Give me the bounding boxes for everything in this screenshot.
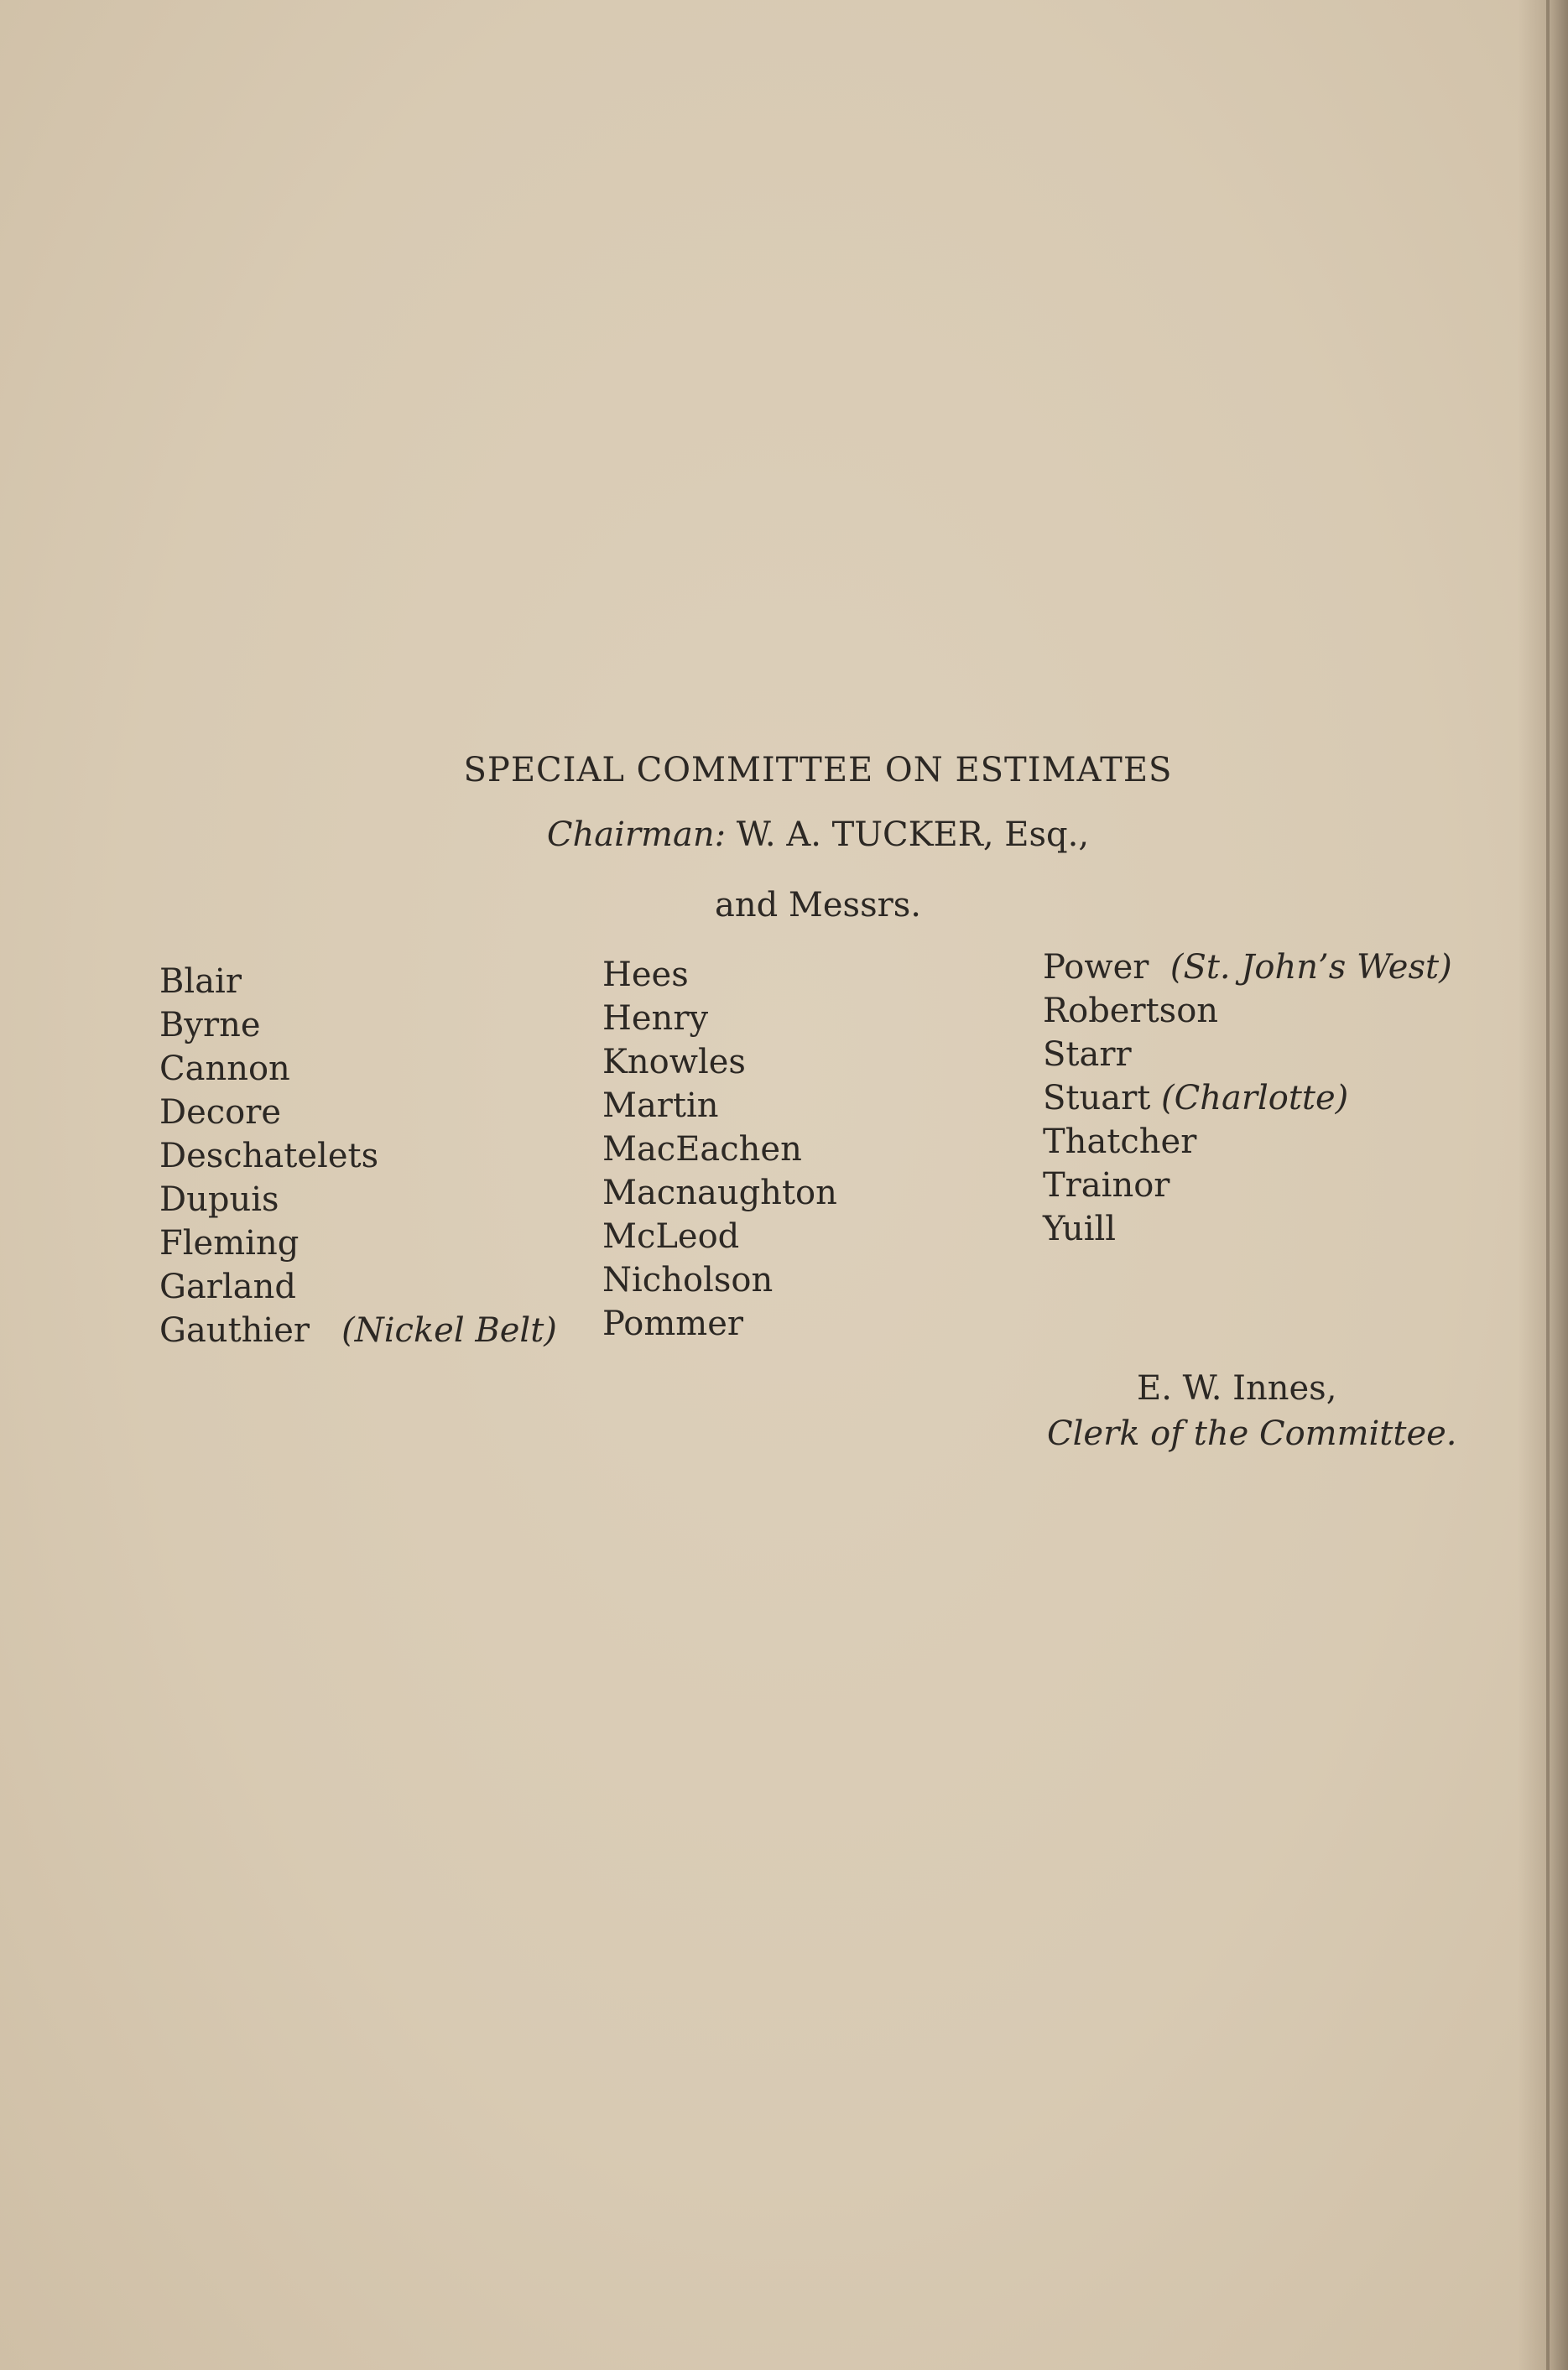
member-item — [602, 1171, 837, 1215]
and-messrs: and Messrs. — [715, 886, 921, 925]
member-name: Nicholson — [602, 1261, 774, 1300]
member-item — [602, 953, 837, 997]
members-column-3 — [1043, 945, 1452, 1251]
member-name: Garland — [159, 1268, 296, 1306]
member-name: Blair — [159, 962, 242, 1001]
member-item — [602, 1084, 837, 1128]
member-name: Knowles — [602, 1043, 746, 1081]
member-name: Byrne — [159, 1006, 261, 1044]
member-name: Starr — [1043, 1035, 1132, 1074]
member-item — [1043, 945, 1452, 989]
member-name: Hees — [602, 956, 689, 994]
member-name: Decore — [159, 1093, 282, 1132]
member-item — [602, 997, 837, 1040]
committee-heading: SPECIAL COMMITTEE ON ESTIMATES — [463, 751, 1173, 789]
page-edge-shadow — [1518, 0, 1568, 2370]
member-item — [602, 1215, 837, 1258]
member-name: Pommer — [602, 1305, 744, 1343]
member-item — [1043, 1076, 1452, 1120]
clerk-title: Clerk of the Committee. — [1047, 1414, 1457, 1453]
member-name: Macnaughton — [602, 1174, 837, 1212]
member-name: Deschatelets — [159, 1137, 379, 1175]
member-item — [1043, 989, 1452, 1033]
member-name: Yuill — [1043, 1210, 1117, 1248]
member-item — [1043, 1207, 1452, 1251]
member-item — [1043, 1120, 1452, 1164]
member-name: Dupuis — [159, 1180, 279, 1219]
member-name: Robertson — [1043, 992, 1219, 1030]
clerk-name: E. W. Innes, — [1137, 1369, 1337, 1408]
chairman-line — [0, 815, 1568, 854]
member-item — [159, 1265, 557, 1309]
member-item — [159, 1221, 557, 1265]
member-name: McLeod — [602, 1217, 740, 1256]
page-edge-line — [1546, 0, 1550, 2370]
member-item — [159, 1178, 557, 1221]
member-name: MacEachen — [602, 1130, 802, 1169]
member-district: (Charlotte) — [1161, 1079, 1349, 1117]
member-name: Stuart — [1043, 1079, 1151, 1117]
member-name: Trainor — [1043, 1166, 1170, 1205]
member-name: Gauthier — [159, 1311, 310, 1350]
member-item — [159, 1047, 557, 1091]
member-district: (St. John’s West) — [1169, 948, 1452, 987]
member-item — [1043, 1164, 1452, 1207]
chairman-name: W. A. TUCKER, Esq., — [736, 815, 1090, 854]
member-item — [159, 1003, 557, 1047]
member-item — [602, 1302, 837, 1346]
member-item — [159, 1309, 557, 1352]
member-name: Thatcher — [1043, 1122, 1197, 1161]
member-item — [159, 1091, 557, 1134]
member-item — [159, 1134, 557, 1178]
chairman-label: Chairman: — [546, 815, 727, 854]
members-column-1 — [159, 960, 557, 1352]
member-name: Henry — [602, 999, 709, 1038]
member-item — [1043, 1033, 1452, 1076]
member-name: Power — [1043, 948, 1149, 987]
members-column-2 — [602, 953, 837, 1346]
member-item — [602, 1258, 837, 1302]
member-item — [159, 960, 557, 1003]
member-district: (Nickel Belt) — [341, 1311, 557, 1350]
member-item — [602, 1040, 837, 1084]
member-item — [602, 1128, 837, 1171]
member-name: Cannon — [159, 1050, 290, 1088]
member-name: Fleming — [159, 1224, 300, 1263]
member-name: Martin — [602, 1086, 719, 1125]
